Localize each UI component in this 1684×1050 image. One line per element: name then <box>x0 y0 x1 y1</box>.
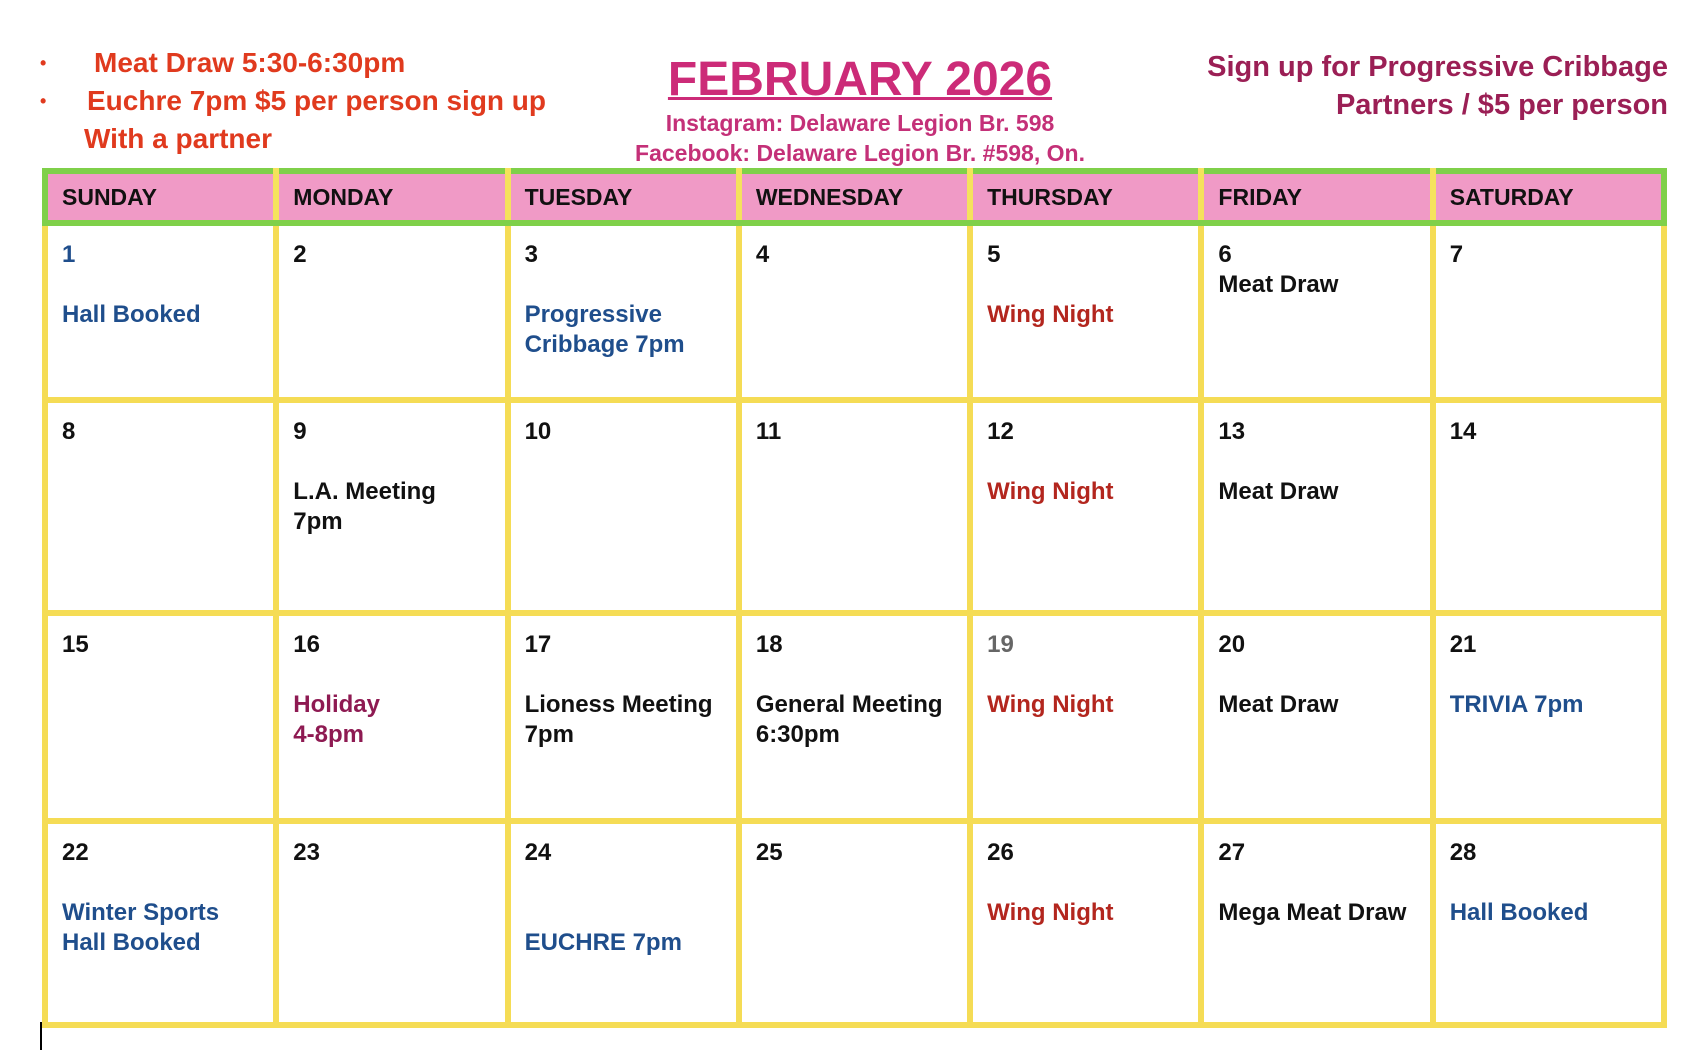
day-cell[interactable] <box>508 400 739 613</box>
day-cell[interactable] <box>508 613 739 821</box>
day-number: 15 <box>62 631 89 658</box>
weekday-header: FRIDAY <box>1201 171 1432 223</box>
day-cell[interactable] <box>970 400 1201 613</box>
event-text: Winter Sports <box>62 899 220 926</box>
cell-spacer <box>293 447 490 477</box>
day-number: 10 <box>524 418 552 445</box>
note-euchre-text: Euchre 7pm $5 per person sign up <box>87 85 547 116</box>
weekday-header: TUESDAY <box>508 171 739 223</box>
day-cell[interactable] <box>739 613 970 821</box>
event-text: Lioness Meeting <box>524 691 713 718</box>
weekday-header-row <box>45 171 1664 223</box>
cell-spacer <box>525 660 722 690</box>
weekday-header: WEDNESDAY <box>739 171 970 223</box>
event-text: Mega Meat Draw <box>1218 899 1407 926</box>
event-text: 7pm <box>524 721 574 748</box>
day-cell[interactable] <box>1433 613 1664 821</box>
event-text: General Meeting <box>755 691 943 718</box>
event-text: Progressive <box>524 301 662 328</box>
day-number: 1 <box>62 241 76 268</box>
event-text: Holiday <box>293 691 380 718</box>
day-cell[interactable] <box>276 223 507 400</box>
cribbage-price-line: Partners / $5 per person <box>1335 89 1668 121</box>
day-number: 6 <box>1218 241 1232 268</box>
event-text: Meat Draw <box>1218 478 1339 505</box>
event-text: 4-8pm <box>293 721 364 748</box>
cell-spacer <box>62 270 259 300</box>
day-cell[interactable] <box>1201 613 1432 821</box>
cribbage-signup-line: Sign up for Progressive Cribbage <box>1207 51 1668 83</box>
calendar-grid <box>42 168 1667 1028</box>
cell-spacer <box>525 270 722 300</box>
week-row <box>45 821 1664 1025</box>
day-cell[interactable] <box>1201 400 1432 613</box>
bullet-icon: • <box>40 53 47 73</box>
day-number: 14 <box>1449 418 1477 445</box>
day-cell[interactable] <box>45 821 276 1025</box>
day-number: 8 <box>62 418 76 445</box>
day-cell[interactable] <box>45 223 276 400</box>
event-text: Hall Booked <box>62 301 201 328</box>
day-cell[interactable] <box>45 400 276 613</box>
cell-spacer <box>1218 660 1415 690</box>
cell-spacer <box>1218 447 1415 477</box>
event-text: 6:30pm <box>755 721 840 748</box>
day-cell[interactable] <box>276 400 507 613</box>
day-number: 20 <box>1218 631 1246 658</box>
day-number: 13 <box>1218 418 1246 445</box>
event-text: Cribbage 7pm <box>524 331 685 358</box>
day-number: 9 <box>293 418 307 445</box>
event-text: L.A. Meeting <box>293 478 436 505</box>
day-number: 27 <box>1218 839 1246 866</box>
cell-spacer <box>1450 868 1647 898</box>
note-partner-text: With a partner <box>84 123 272 154</box>
cell-spacer <box>987 868 1184 898</box>
day-number: 17 <box>524 631 552 658</box>
day-number: 26 <box>987 839 1014 866</box>
day-cell[interactable] <box>45 613 276 821</box>
day-number: 23 <box>293 839 320 866</box>
day-cell[interactable] <box>970 613 1201 821</box>
instagram-handle: Instagram: Delaware Legion Br. 598 <box>665 110 1055 136</box>
event-text: Meat Draw <box>1218 691 1339 718</box>
event-text: TRIVIA 7pm <box>1449 691 1584 718</box>
day-cell[interactable] <box>1433 400 1664 613</box>
day-cell[interactable] <box>1433 821 1664 1025</box>
day-cell[interactable] <box>508 821 739 1025</box>
text-cursor <box>40 1022 42 1050</box>
day-cell[interactable] <box>739 400 970 613</box>
day-number: 19 <box>987 631 1014 658</box>
cell-spacer <box>293 660 490 690</box>
cell-spacer <box>756 660 953 690</box>
day-cell[interactable] <box>276 613 507 821</box>
cell-spacer <box>525 898 722 928</box>
right-notes <box>1108 48 1668 124</box>
week-row <box>45 613 1664 821</box>
day-cell[interactable] <box>970 223 1201 400</box>
weekday-header: THURSDAY <box>970 171 1201 223</box>
day-cell[interactable] <box>1201 821 1432 1025</box>
day-number: 18 <box>755 631 783 658</box>
day-cell[interactable] <box>1201 223 1432 400</box>
cell-spacer <box>525 868 722 898</box>
week-row <box>45 400 1664 613</box>
day-number: 28 <box>1449 839 1477 866</box>
cell-spacer <box>62 868 259 898</box>
calendar-body <box>45 223 1664 1025</box>
cell-spacer <box>987 660 1184 690</box>
day-number: 25 <box>755 839 783 866</box>
day-number: 3 <box>524 241 538 268</box>
day-number: 24 <box>524 839 552 866</box>
event-text: Meat Draw <box>1218 271 1339 298</box>
day-number: 16 <box>293 631 320 658</box>
day-number: 7 <box>1449 241 1464 268</box>
day-cell[interactable] <box>276 821 507 1025</box>
event-text: EUCHRE 7pm <box>524 929 682 956</box>
day-number: 11 <box>755 418 782 445</box>
week-row <box>45 223 1664 400</box>
title-block <box>520 52 1200 168</box>
note-meat-draw-text: Meat Draw 5:30-6:30pm <box>94 47 406 78</box>
cell-spacer <box>987 447 1184 477</box>
event-text: Wing Night <box>987 691 1114 718</box>
day-cell[interactable] <box>739 223 970 400</box>
weekday-header: SUNDAY <box>45 171 276 223</box>
page-title: FEBRUARY 2026 <box>667 53 1053 106</box>
event-text: Wing Night <box>987 899 1114 926</box>
day-number: 12 <box>987 418 1014 445</box>
event-text: Hall Booked <box>62 929 201 956</box>
day-number: 2 <box>293 241 307 268</box>
bullet-icon: • <box>40 91 47 111</box>
day-number: 22 <box>62 839 89 866</box>
day-cell[interactable] <box>970 821 1201 1025</box>
day-cell[interactable] <box>508 223 739 400</box>
weekday-header: SATURDAY <box>1433 171 1664 223</box>
event-text: Wing Night <box>987 478 1114 505</box>
cell-spacer <box>987 270 1184 300</box>
weekday-header: MONDAY <box>276 171 507 223</box>
day-cell[interactable] <box>1433 223 1664 400</box>
cell-spacer <box>1218 868 1415 898</box>
cell-spacer <box>1450 660 1647 690</box>
facebook-handle: Facebook: Delaware Legion Br. #598, On. <box>635 140 1085 166</box>
event-text: 7pm <box>293 508 343 535</box>
day-number: 21 <box>1449 631 1477 658</box>
day-number: 4 <box>755 241 770 268</box>
day-number: 5 <box>987 241 1001 268</box>
day-cell[interactable] <box>739 821 970 1025</box>
event-text: Wing Night <box>987 301 1114 328</box>
event-text: Hall Booked <box>1449 899 1589 926</box>
